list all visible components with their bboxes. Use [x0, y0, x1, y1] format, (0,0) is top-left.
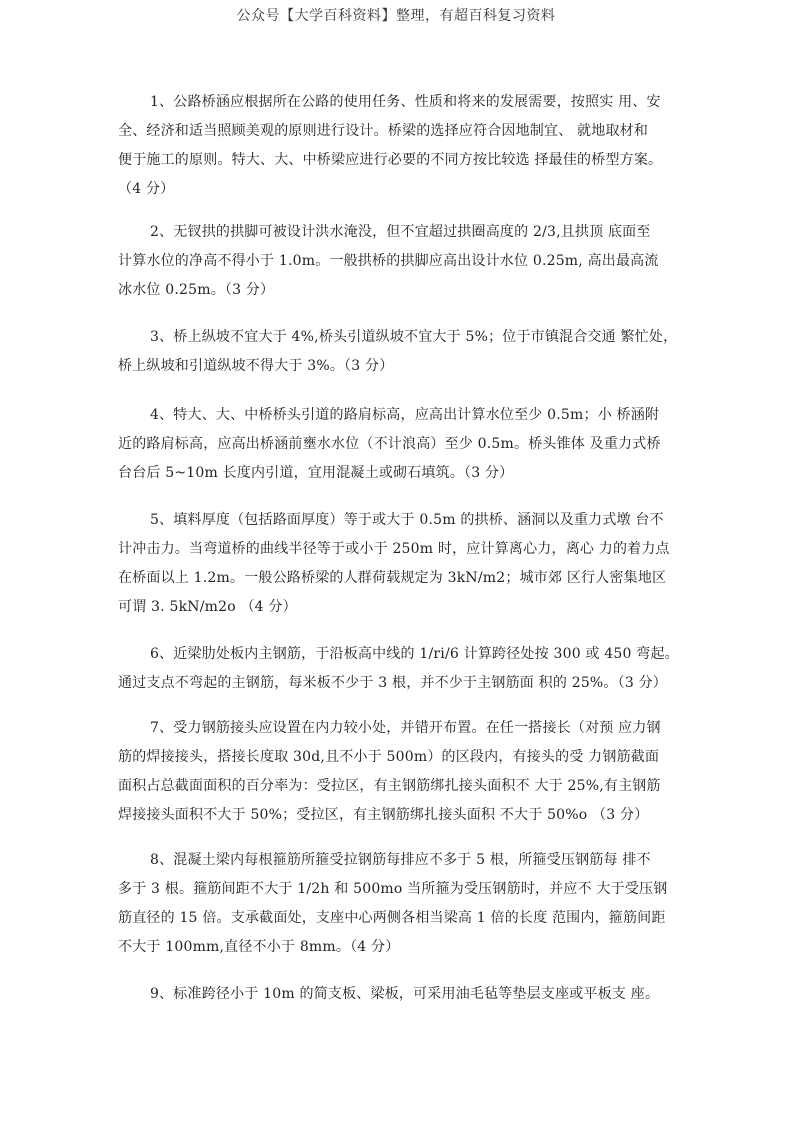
paragraph-line: 在桥面以上 1.2m。一般公路桥梁的人群荷载规定为 3kN/m2；城市郊 区行人密集地区 — [118, 570, 667, 586]
paragraph-line: 焊接接头面积不大于 50%；受拉区，有主钢筋绑扎接头面积 不大于 50%o （3 分） — [118, 807, 649, 823]
paragraph-line: 便于施工的原则。特大、大、中桥梁应进行必要的不同方按比较选 择最佳的桥型方案。 — [118, 152, 663, 168]
paragraph-2 — [118, 218, 686, 305]
paragraph-1 — [118, 88, 686, 204]
paragraph-8 — [118, 846, 686, 962]
paragraph-line: 近的路肩标高，应高出桥涵前壅水水位（不计浪高）至少 0.5m。桥头锥体 及重力式桥 — [118, 436, 661, 452]
paragraph-3 — [118, 323, 686, 381]
paragraph-line: 计算水位的净高不得小于 1.0m。一般拱桥的拱脚应高出设计水位 0.25m, 高出最高流 — [118, 253, 659, 269]
paragraph-line: 6、近梁肋处板内主钢筋，于沿板高中线的 1/ri/6 计算跨径处按 300 或 450 弯起。 — [150, 646, 679, 662]
page-header: 公众号【大学百科资料】整理，有超百科复习资料 — [236, 8, 556, 24]
paragraph-line: 冰水位 0.25m。（3 分） — [118, 282, 275, 298]
paragraph-line: 通过支点不弯起的主钢筋，每米板不少于 3 根，并不少于主钢筋面 积的 25%。（3 分） — [118, 675, 667, 691]
paragraph-line: 3、桥上纵坡不宜大于 4%,桥头引道纵坡不宜大于 5%；位于市镇混合交通 繁忙处， — [150, 329, 678, 345]
paragraph-4 — [118, 401, 686, 488]
paragraph-line: 2、无钗拱的拱脚可被设计洪水淹没，但不宜超过拱圈高度的 2/3,且拱顶 底面至 — [150, 224, 651, 240]
paragraph-line: 1、公路桥涵应根据所在公路的使用任务、性质和将来的发展需要，按照实 用、安 — [150, 94, 661, 110]
paragraph-line: 9、标准跨径小于 10m 的简支板、梁板，可采用油毛毡等垫层支座或平板支 座。 — [150, 986, 660, 1002]
paragraph-line: 计冲击力。当弯道桥的曲线半径等于或小于 250m 时，应计算离心力，离心 力的着力点 — [118, 541, 670, 557]
paragraph-line: 可谓 3. 5kN/m2o （4 分） — [118, 599, 297, 615]
paragraph-line: 多于 3 根。箍筋间距不大于 1/2h 和 500mo 当所箍为受压钢筋时，并应不 大于受压钢 — [118, 881, 668, 897]
paragraph-line: 桥上纵坡和引道纵坡不得大于 3%。（3 分） — [118, 358, 394, 374]
paragraph-line: 不大于 100mm,直径不小于 8mm。（4 分） — [118, 939, 400, 955]
paragraph-5 — [118, 506, 686, 622]
paragraph-7 — [118, 714, 686, 830]
paragraph-line: 5、填料厚度（包括路面厚度）等于或大于 0.5m 的拱桥、涵洞以及重力式墩 台不 — [150, 512, 664, 528]
paragraph-line: 8、混凝土梁内每根箍筋所箍受拉钢筋每排应不多于 5 根，所箍受压钢筋每 排不 — [150, 852, 651, 868]
paragraph-line: 筋的焊接接头，搭接长度取 30d,且不小于 500m）的区段内，有接头的受 力钢筋截面 — [118, 749, 660, 765]
paragraph-line: 7、受力钢筋接头应设置在内力较小处，并错开布置。在任一搭接长（对预 应力钢 — [150, 720, 661, 736]
paragraph-6 — [118, 640, 686, 698]
paragraph-line: 4、特大、大、中桥桥头引道的路肩标高，应高出计算水位至少 0.5m；小 桥涵附 — [150, 407, 660, 423]
paragraph-line: 台台后 5~10m 长度内引道，宜用混凝土或砌石填筑。（3 分） — [118, 465, 514, 481]
paragraph-line: 面积占总截面面积的百分率为：受拉区，有主钢筋绑扎接头面积不 大于 25%,有主钢筋 — [118, 778, 661, 794]
paragraph-line: 筋直径的 15 倍。支承截面处，支座中心两侧各相当梁高 1 倍的长度 范围内，箍筋间距 — [118, 910, 666, 926]
paragraph-9 — [118, 980, 686, 1009]
paragraph-line: 全、经济和适当照顾美观的原则进行设计。桥梁的选择应符合因地制宜、 就地取材和 — [118, 123, 649, 139]
paragraph-line: （4 分） — [118, 181, 175, 197]
